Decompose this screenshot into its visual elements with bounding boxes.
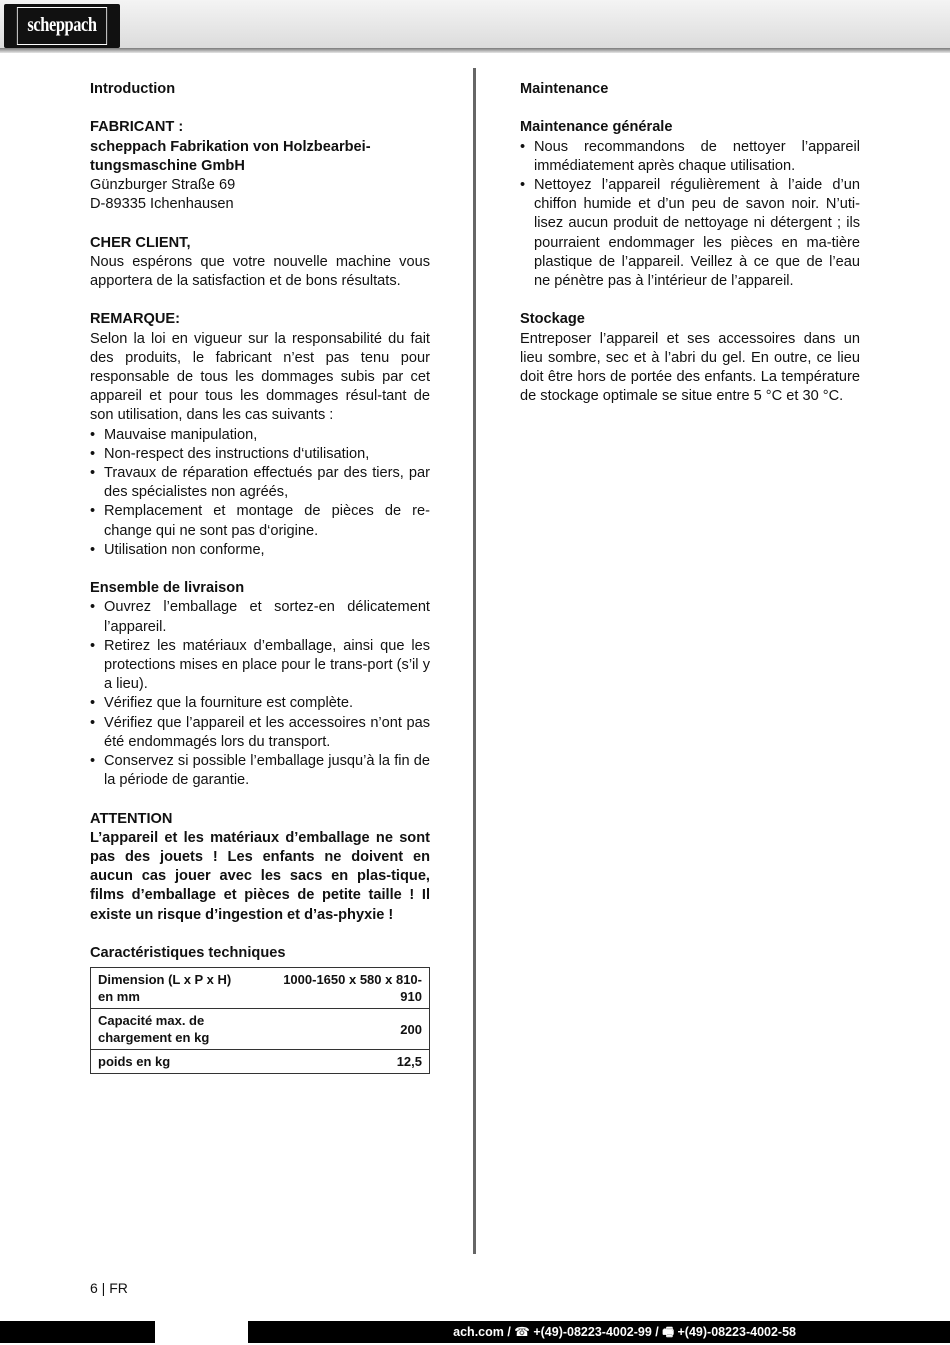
footer-bar-gap — [155, 1321, 248, 1343]
logo-text: scheppach — [17, 7, 107, 45]
list-item: • Utilisation non conforme, — [90, 541, 265, 558]
manufacturer-name-2: tungsmaschine GmbH — [90, 157, 245, 174]
page-number: 6 | FR — [90, 1280, 128, 1296]
general-maintenance-heading: Maintenance générale — [520, 119, 673, 136]
list-item: • Travaux de réparation effectués par des tiers, par des spécialistes non agréés, — [90, 465, 430, 501]
table-row — [91, 1050, 430, 1074]
list-item: • Retirez les matériaux d’emballage, ainsi que les protections mises en place pour le trans-port (s’il y a lieu). — [90, 637, 430, 693]
intro-heading: Introduction — [90, 81, 176, 97]
remark-list — [90, 426, 430, 560]
list-item: • Conservez si possible l’emballage jusqu’à la fin de la période de garantie. — [90, 753, 430, 789]
dear-customer-text: Nous espérons que votre nouvelle machine vous apportera de la satisfaction et de bons résultats. — [90, 253, 430, 289]
list-item: • Nettoyez l’appareil régulièrement à l’aide d’un chiffon humide et d’un peu de savon noir. N’uti-lisez aucun produit de nettoyage ni détergent ; ils pourraient endommager les pièces en ma-tière plastique de l’appareil. Veillez à ce que de l’eau ne pénètre pas à l’intérieur de l’appareil. — [520, 177, 860, 290]
delivery-heading: Ensemble de livraison — [90, 580, 245, 597]
remark-text: Selon la loi en vigueur sur la responsabilité du fait des produits, le fabricant n’est pas tenu pour responsable de tous les dommages subis par cet appareil et pour tous les dommages résul-tant de son utilisation, dans les cas suivants : — [90, 330, 430, 424]
scheppach-logo — [4, 4, 120, 48]
delivery-list — [90, 598, 430, 790]
manufacturer-name-1: scheppach Fabrikation von Holzbearbei- — [90, 138, 371, 155]
list-item: • Vérifiez que la fourniture est complète. — [90, 695, 354, 712]
specs-heading: Caractéristiques techniques — [90, 945, 286, 962]
dear-customer-heading: CHER CLIENT, — [90, 234, 191, 251]
list-item: • Mauvaise manipulation, — [90, 426, 258, 443]
header-bar — [0, 0, 950, 48]
address-line-1: Günzburger Straße 69 — [90, 177, 236, 193]
specs-table — [90, 967, 430, 1074]
header-shadow — [0, 48, 950, 53]
spec-label: Capacité max. de chargement en kg — [91, 1009, 256, 1050]
footer-contact: ach.com / ☎ +(49)-08223-4002-99 / 🖷 +(49)-08223-4002-58 — [453, 1325, 796, 1339]
storage-heading: Stockage — [520, 311, 585, 328]
spec-value: 12,5 — [255, 1050, 430, 1074]
spec-value: 1000-1650 x 580 x 810-910 — [255, 968, 430, 1009]
left-column — [90, 80, 430, 1074]
general-maintenance-list — [520, 138, 860, 292]
remark-heading: REMARQUE: — [90, 311, 180, 328]
list-item: • Ouvrez l’emballage et sortez-en délicatement l’appareil. — [90, 599, 430, 635]
spec-label: poids en kg — [91, 1050, 256, 1074]
spec-label: Dimension (L x P x H) en mm — [91, 968, 256, 1009]
address-line-2: D-89335 Ichenhausen — [90, 196, 234, 213]
maintenance-heading: Maintenance — [520, 81, 609, 97]
table-row — [91, 968, 430, 1009]
list-item: • Nous recommandons de nettoyer l’appareil immédiatement après chaque utilisation. — [520, 138, 860, 174]
list-item: • Non-respect des instructions d‘utilisation, — [90, 445, 370, 462]
right-column — [520, 80, 860, 406]
list-item: • Vérifiez que l’appareil et les accessoires n’ont pas été endommagés lors du transport. — [90, 714, 430, 750]
attention-text: L’appareil et les matériaux d’emballage ne sont pas des jouets ! Les enfants ne doivent en aucun cas jouer avec les sacs en plas-tique, films d’emballage et pièces de petite taille ! Il existe un risque d’ingestion et d’as-phyxie ! — [90, 829, 430, 923]
manufacturer-label: FABRICANT : — [90, 119, 184, 136]
list-item: • Remplacement et montage de pièces de re-change qui ne sont pas d‘origine. — [90, 503, 430, 539]
column-divider — [473, 68, 476, 1254]
table-row — [91, 1009, 430, 1050]
spec-value: 200 — [255, 1009, 430, 1050]
attention-heading: ATTENTION — [90, 810, 173, 827]
storage-text: Entreposer l’appareil et ses accessoires dans un lieu sombre, sec et à l’abri du gel. En outre, ce lieu doit être hors de portée des enfants. La température de stockage optimale se situe entre 5 °C et 30 °C. — [520, 330, 860, 405]
